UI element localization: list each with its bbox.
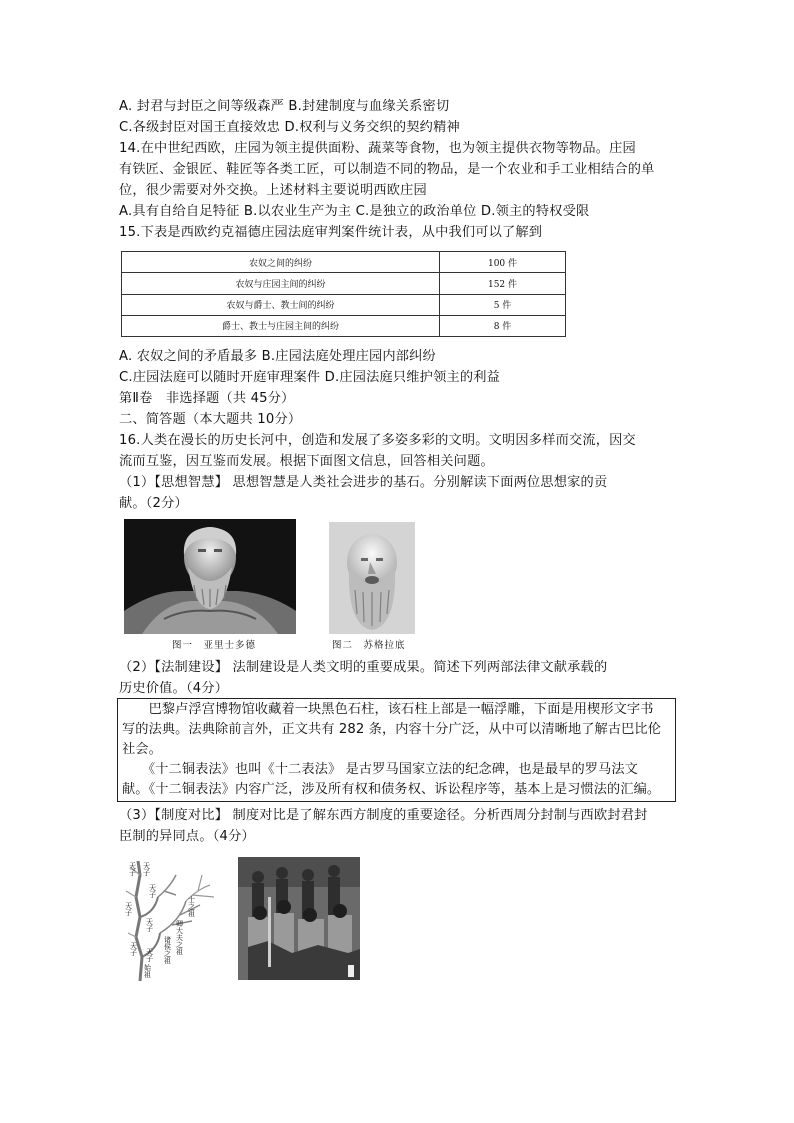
figure-1-caption: 图一 亚里士多德 <box>172 640 257 651</box>
law-text-line: 献。《十二铜表法》内容广泛，涉及所有权和债务权、诉讼程序等，基本上是习惯法的汇编。 <box>122 782 661 797</box>
tree-label: 天子 <box>125 902 132 917</box>
question-14-line-2: 有铁匠、金银匠、鞋匠等各类工匠，可以制造不同的物品，是一个农业和手工业相结合的单 <box>119 162 655 177</box>
question-15-stem: 15.下表是西欧约克福德庄园法庭审判案件统计表，从中我们可以了解到 <box>119 225 543 240</box>
question-16-part-2-score: 历史价值。（4分） <box>119 681 229 696</box>
question-14-options: A.具有自给自足特征 B.以农业生产为主 C.是独立的政治单位 D.领主的特权受限 <box>119 204 590 219</box>
table-row <box>122 273 566 294</box>
question-16-part-1-score: 献。（2分） <box>119 496 188 511</box>
question-15-options-cd: C.庄园法庭可以随时开庭审理案件 D.庄园法庭只维护领主的利益 <box>119 370 501 385</box>
table-cell: 8 件 <box>440 315 566 336</box>
question-16-part-2: （2）【法制建设】 法制建设是人类文明的重要成果。简述下列两部法律文献承载的 <box>119 660 608 675</box>
law-text-line: 社会。 <box>122 742 162 757</box>
tree-label: 天子 <box>149 884 156 899</box>
figure-2-caption: 图二 苏格拉底 <box>332 640 406 651</box>
tree-label: 诸侯之祖 <box>164 936 171 965</box>
tree-label: 卿大夫之祖 <box>176 920 183 956</box>
table-cell: 5 件 <box>440 294 566 315</box>
question-16-part-1: （1）【思想智慧】 思想智慧是人类社会进步的基石。分别解读下面两位思想家的贡 <box>119 475 608 490</box>
question-16-part-3: （3）【制度对比】 制度对比是了解东西方制度的重要途径。分析西周分封制与西欧封君封 <box>119 808 648 823</box>
section-heading: 第Ⅱ卷 非选择题（共 45分） <box>119 391 295 406</box>
law-text-line: 巴黎卢浮宫博物馆收藏着一块黑色石柱，该石柱上部是一幅浮雕，下面是用楔形文字书 <box>122 702 654 717</box>
tree-label: 天子 <box>130 942 137 957</box>
law-text-line: 写的法典。法典除前言外，正文共有 282 条，内容十分广泛，从中可以清晰地了解古巴比伦 <box>122 722 661 737</box>
question-16-part-3-score: 臣制的异同点。（4分） <box>119 829 255 844</box>
aristotle-bust-image <box>124 519 296 634</box>
table-cell: 152 件 <box>440 273 566 294</box>
table-cell: 爵士、教士与庄园主间的纠纷 <box>122 315 440 336</box>
table-cell: 农奴与爵士、教士间的纠纷 <box>122 294 440 315</box>
tree-label: 天子 <box>129 862 136 877</box>
table-cell: 农奴之间的纠纷 <box>122 252 440 273</box>
socrates-bust-image <box>329 522 415 634</box>
table-cell: 100 件 <box>440 252 566 273</box>
question-15-options-ab: A. 农奴之间的矛盾最多 B.庄园法庭处理庄园内部纠纷 <box>119 349 436 364</box>
medieval-homage-image <box>238 857 360 980</box>
tree-label: 天子 <box>146 918 153 933</box>
law-text-line: 《十二铜表法》也叫《十二表法》 是古罗马国家立法的纪念碑，也是最早的罗马法文 <box>122 762 638 777</box>
fengjian-tree-diagram <box>122 857 226 983</box>
table-row <box>122 315 566 336</box>
question-14-line-3: 位，很少需要对外交换。上述材料主要说明西欧庄园 <box>119 183 427 198</box>
case-statistics-table <box>121 251 566 337</box>
tree-label: 天子 <box>146 948 153 963</box>
question-16-line-2: 流而互鉴，因互鉴而发展。根据下面图文信息，回答相关问题。 <box>119 454 494 469</box>
table-cell: 农奴与庄园主间的纠纷 <box>122 273 440 294</box>
table-row <box>122 252 566 273</box>
tree-label: 士之祖 <box>188 896 195 918</box>
subsection-heading: 二、简答题（本大题共 10分） <box>119 412 302 427</box>
option-line-ab: A. 封君与封臣之间等级森严 B.封建制度与血缘关系密切 <box>119 99 450 114</box>
table-row <box>122 294 566 315</box>
tree-label: 始祖 <box>144 964 151 979</box>
tree-label: 天子 <box>143 862 150 877</box>
option-line-cd: C.各级封臣对国王直接效忠 D.权利与义务交织的契约精神 <box>119 120 460 135</box>
question-16-line-1: 16.人类在漫长的历史长河中，创造和发展了多姿多彩的文明。文明因多样而交流，因交 <box>119 433 636 448</box>
law-documents-box <box>117 698 676 802</box>
question-14-line-1: 14.在中世纪西欧，庄园为领主提供面粉、蔬菜等食物，也为领主提供衣物等物品。庄园 <box>119 141 636 156</box>
